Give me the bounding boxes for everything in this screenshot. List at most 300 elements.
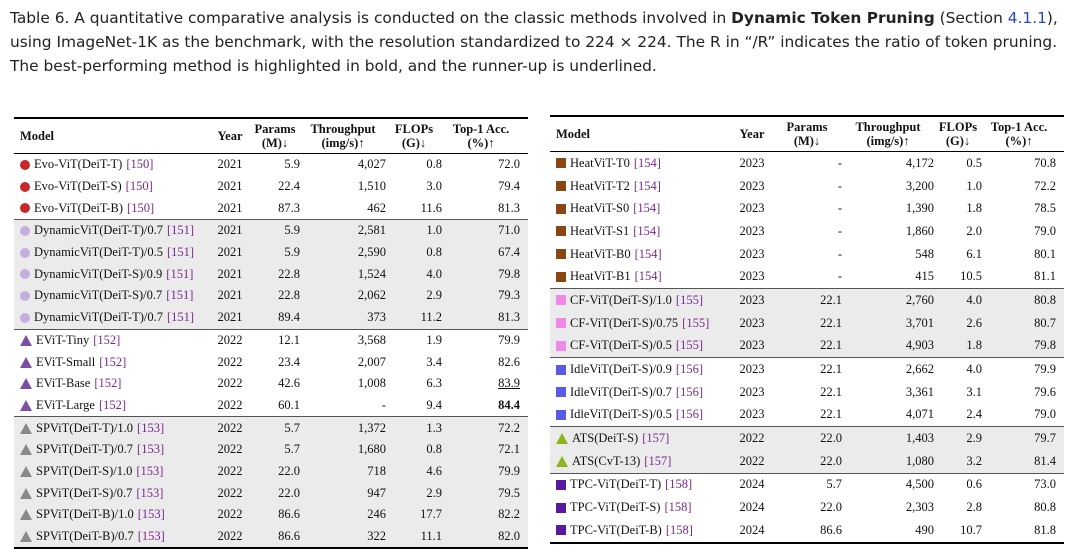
year-cell-value: 2023 bbox=[739, 246, 765, 261]
citation-link[interactable]: [151] bbox=[166, 245, 195, 260]
year-cell bbox=[210, 267, 250, 282]
top1-cell bbox=[982, 523, 1064, 538]
throughput-cell bbox=[842, 338, 934, 353]
table-row bbox=[550, 243, 1064, 266]
top1-cell bbox=[982, 477, 1064, 492]
throughput-cell-value: 1,860 bbox=[905, 223, 934, 238]
table-row bbox=[14, 417, 528, 439]
year-cell-value: 2022 bbox=[217, 420, 243, 435]
params-cell-value: 22.1 bbox=[820, 338, 842, 353]
model-cell bbox=[550, 385, 732, 400]
top1-cell bbox=[442, 355, 528, 370]
throughput-cell bbox=[842, 269, 934, 284]
throughput-cell bbox=[300, 421, 386, 436]
flops-cell bbox=[386, 267, 442, 282]
table-row bbox=[550, 312, 1064, 335]
table-body bbox=[14, 154, 528, 547]
citation-link[interactable]: [150] bbox=[126, 157, 154, 172]
citation-link[interactable]: [154] bbox=[633, 155, 661, 170]
header-throughput: Throughput (img/s)↑ bbox=[855, 120, 921, 148]
citation-link[interactable]: [151] bbox=[166, 223, 195, 238]
params-cell bbox=[772, 293, 842, 308]
table-row bbox=[550, 197, 1064, 220]
triangle-marker-icon bbox=[20, 509, 32, 520]
citation-link[interactable]: [153] bbox=[136, 463, 164, 478]
year-cell-value: 2021 bbox=[217, 266, 243, 281]
throughput-cell-value: 1,510 bbox=[357, 179, 386, 194]
section-link[interactable]: 4.1.1 bbox=[1007, 9, 1047, 27]
table-row bbox=[14, 351, 528, 373]
top1-cell bbox=[442, 201, 528, 216]
throughput-cell-value: 2,303 bbox=[905, 500, 934, 515]
model-cell bbox=[14, 179, 210, 194]
square-marker-icon bbox=[556, 503, 566, 513]
year-cell-value: 2022 bbox=[217, 463, 243, 478]
triangle-marker-icon bbox=[20, 531, 32, 542]
citation-link[interactable]: [153] bbox=[137, 507, 165, 522]
square-marker-icon bbox=[556, 525, 566, 535]
params-cell-value: 22.0 bbox=[820, 453, 842, 468]
flops-cell bbox=[386, 223, 442, 238]
top1-cell-value: 80.8 bbox=[1034, 500, 1056, 515]
table-row bbox=[550, 381, 1064, 404]
table-row bbox=[550, 289, 1064, 312]
table-row bbox=[14, 504, 528, 526]
top1-cell bbox=[442, 507, 528, 522]
citation-link[interactable]: [153] bbox=[136, 485, 164, 500]
params-cell-value: 22.1 bbox=[820, 384, 842, 399]
right-comparison-table bbox=[550, 115, 1064, 544]
table-row bbox=[14, 461, 528, 483]
table-row bbox=[14, 285, 528, 307]
citation-link[interactable]: [155] bbox=[682, 315, 710, 330]
model-cell bbox=[550, 156, 732, 171]
citation-link[interactable]: [156] bbox=[675, 384, 703, 399]
top1-cell-value: 80.7 bbox=[1034, 315, 1056, 330]
citation-link[interactable]: [150] bbox=[127, 200, 155, 215]
model-cell bbox=[14, 486, 210, 501]
params-cell bbox=[250, 486, 300, 501]
triangle-marker-icon bbox=[556, 456, 568, 467]
header-top1: Top-1 Acc. (%)↑ bbox=[452, 122, 510, 150]
caption-bold-term: Dynamic Token Pruning bbox=[731, 9, 935, 27]
throughput-cell-value: 462 bbox=[367, 200, 386, 215]
square-marker-icon bbox=[556, 387, 566, 397]
table-row bbox=[550, 335, 1064, 358]
year-cell-value: 2022 bbox=[217, 529, 243, 544]
model-name: SPViT(DeiT-T)/0.7 bbox=[36, 442, 134, 457]
year-cell bbox=[732, 156, 772, 171]
table-row bbox=[14, 307, 528, 329]
model-name: SPViT(DeiT-B)/1.0 bbox=[36, 507, 134, 522]
top1-cell-value: 82.6 bbox=[498, 354, 520, 369]
citation-link[interactable]: [153] bbox=[137, 420, 165, 435]
model-name: SPViT(DeiT-B)/0.7 bbox=[36, 529, 134, 544]
flops-cell-value: 0.5 bbox=[966, 155, 982, 170]
model-name: EViT-Base bbox=[36, 376, 91, 391]
throughput-cell-value: 4,500 bbox=[905, 477, 934, 492]
header-throughput: Throughput (img/s)↑ bbox=[310, 122, 376, 150]
throughput-cell-value: 1,372 bbox=[357, 420, 386, 435]
flops-cell-value: 1.9 bbox=[426, 332, 442, 347]
top1-cell-value: 79.9 bbox=[498, 332, 520, 347]
flops-cell-value: 3.1 bbox=[966, 384, 982, 399]
year-cell-value: 2022 bbox=[217, 507, 243, 522]
model-cell bbox=[550, 500, 732, 515]
year-cell bbox=[732, 201, 772, 216]
params-cell bbox=[250, 245, 300, 260]
top1-cell bbox=[982, 224, 1064, 239]
params-cell-value: 22.0 bbox=[278, 485, 300, 500]
year-cell bbox=[210, 507, 250, 522]
year-cell bbox=[732, 431, 772, 446]
flops-cell-value: 0.8 bbox=[426, 245, 442, 260]
model-name: TPC-ViT(DeiT-S) bbox=[570, 500, 661, 515]
triangle-marker-icon bbox=[20, 335, 32, 346]
model-cell bbox=[14, 267, 210, 282]
model-name: Evo-ViT(DeiT-B) bbox=[34, 200, 124, 215]
model-name: HeatViT-T0 bbox=[570, 155, 630, 170]
model-cell bbox=[550, 338, 732, 353]
year-cell-value: 2024 bbox=[739, 477, 765, 492]
throughput-cell-value: 2,590 bbox=[357, 245, 386, 260]
flops-cell-value: 11.6 bbox=[420, 200, 442, 215]
citation-link[interactable]: [154] bbox=[634, 246, 662, 261]
year-cell bbox=[210, 464, 250, 479]
model-name: IdleViT(DeiT-S)/0.5 bbox=[570, 407, 672, 422]
square-marker-icon bbox=[556, 158, 566, 168]
square-marker-icon bbox=[556, 272, 566, 282]
flops-cell-value: 17.7 bbox=[420, 507, 442, 522]
throughput-cell bbox=[300, 376, 386, 391]
citation-link[interactable]: [152] bbox=[93, 332, 121, 347]
year-cell-value: 2024 bbox=[739, 522, 765, 537]
citation-link[interactable]: [158] bbox=[664, 500, 692, 515]
top1-cell bbox=[442, 442, 528, 457]
method-group bbox=[14, 330, 528, 418]
year-cell bbox=[732, 338, 772, 353]
params-cell-value: 22.1 bbox=[820, 362, 842, 377]
top1-cell-value: 82.2 bbox=[498, 507, 520, 522]
citation-link[interactable]: [157] bbox=[642, 431, 670, 446]
model-cell bbox=[550, 247, 732, 262]
model-name: HeatViT-S1 bbox=[570, 223, 630, 238]
table-row bbox=[550, 450, 1064, 473]
year-cell-value: 2021 bbox=[217, 245, 243, 260]
flops-cell-value: 4.0 bbox=[426, 266, 442, 281]
flops-cell bbox=[934, 269, 982, 284]
params-cell-value: 86.6 bbox=[278, 507, 300, 522]
top1-cell bbox=[982, 269, 1064, 284]
model-name: EViT-Large bbox=[36, 397, 95, 412]
params-cell-value: - bbox=[837, 223, 842, 238]
flops-cell bbox=[386, 179, 442, 194]
caption-section-open: (Section bbox=[939, 9, 1008, 27]
params-cell bbox=[772, 316, 842, 331]
circle-marker-icon bbox=[20, 313, 30, 323]
model-name: DynamicViT(DeiT-T)/0.7 bbox=[34, 223, 163, 238]
year-cell-value: 2023 bbox=[739, 338, 765, 353]
citation-link[interactable]: [158] bbox=[665, 477, 693, 492]
model-name: HeatViT-B1 bbox=[570, 269, 631, 284]
throughput-cell-value: - bbox=[381, 397, 386, 412]
flops-cell bbox=[934, 201, 982, 216]
top1-cell-value: 79.4 bbox=[498, 179, 520, 194]
table-row bbox=[14, 176, 528, 198]
throughput-cell-value: 1,080 bbox=[905, 453, 934, 468]
throughput-cell-value: 2,007 bbox=[357, 354, 386, 369]
throughput-cell-value: 1,390 bbox=[905, 201, 934, 216]
citation-link[interactable]: [152] bbox=[98, 397, 127, 412]
triangle-marker-icon bbox=[20, 423, 32, 434]
top1-cell-value: 79.5 bbox=[498, 485, 520, 500]
flops-cell-value: 2.9 bbox=[426, 485, 442, 500]
model-cell bbox=[14, 223, 210, 238]
citation-link[interactable]: [152] bbox=[94, 376, 122, 391]
params-cell-value: 22.0 bbox=[820, 500, 842, 515]
params-cell bbox=[250, 376, 300, 391]
top1-cell-value: 82.0 bbox=[498, 529, 520, 544]
model-cell bbox=[550, 269, 732, 284]
citation-link[interactable]: [155] bbox=[675, 338, 703, 353]
flops-cell bbox=[386, 245, 442, 260]
circle-marker-icon bbox=[20, 226, 30, 236]
flops-cell-value: 1.0 bbox=[966, 178, 982, 193]
model-cell bbox=[14, 245, 210, 260]
method-group bbox=[550, 289, 1064, 358]
flops-cell-value: 2.0 bbox=[966, 223, 982, 238]
top1-cell bbox=[982, 201, 1064, 216]
top1-cell-value: 67.4 bbox=[498, 245, 520, 260]
flops-cell bbox=[934, 454, 982, 469]
model-name: HeatViT-T2 bbox=[570, 178, 630, 193]
flops-cell bbox=[934, 316, 982, 331]
flops-cell bbox=[386, 507, 442, 522]
flops-cell-value: 11.1 bbox=[420, 529, 442, 544]
model-name: CF-ViT(DeiT-S)/0.5 bbox=[570, 338, 672, 353]
params-cell-value: 5.7 bbox=[284, 442, 300, 457]
method-group bbox=[550, 474, 1064, 542]
top1-cell-value: 72.0 bbox=[498, 157, 520, 172]
left-comparison-table bbox=[14, 117, 528, 549]
params-cell-value: 42.6 bbox=[278, 376, 300, 391]
throughput-cell-value: 2,760 bbox=[905, 292, 934, 307]
year-cell-value: 2021 bbox=[217, 200, 243, 215]
flops-cell bbox=[386, 464, 442, 479]
model-cell bbox=[14, 333, 210, 348]
triangle-marker-icon bbox=[20, 357, 32, 368]
throughput-cell bbox=[300, 245, 386, 260]
citation-link[interactable]: [151] bbox=[166, 266, 194, 281]
flops-cell bbox=[386, 442, 442, 457]
top1-cell bbox=[442, 157, 528, 172]
flops-cell bbox=[934, 224, 982, 239]
table-header bbox=[550, 117, 1064, 152]
citation-link[interactable]: [156] bbox=[675, 407, 703, 422]
throughput-cell bbox=[842, 201, 934, 216]
citation-link[interactable]: [151] bbox=[166, 288, 194, 303]
params-cell-value: 22.1 bbox=[820, 315, 842, 330]
square-marker-icon bbox=[556, 318, 566, 328]
method-group bbox=[14, 154, 528, 220]
year-cell bbox=[732, 179, 772, 194]
table-row bbox=[14, 197, 528, 219]
params-cell-value: 87.3 bbox=[278, 200, 300, 215]
model-name: SPViT(DeiT-T)/1.0 bbox=[36, 420, 134, 435]
top1-cell bbox=[442, 310, 528, 325]
top1-cell-value: 71.0 bbox=[498, 223, 520, 238]
model-name: EViT-Tiny bbox=[36, 332, 90, 347]
throughput-cell-value: 4,172 bbox=[905, 155, 934, 170]
model-cell bbox=[550, 362, 732, 377]
flops-cell bbox=[934, 477, 982, 492]
throughput-cell-value: 947 bbox=[367, 485, 386, 500]
citation-link[interactable]: [158] bbox=[665, 522, 693, 537]
params-cell bbox=[772, 407, 842, 422]
flops-cell-value: 1.8 bbox=[966, 201, 982, 216]
top1-cell-value: 79.9 bbox=[1034, 362, 1056, 377]
flops-cell bbox=[386, 288, 442, 303]
model-name: CF-ViT(DeiT-S)/0.75 bbox=[570, 315, 679, 330]
top1-cell bbox=[442, 179, 528, 194]
top1-cell-value: 81.3 bbox=[498, 200, 520, 215]
citation-link[interactable]: [150] bbox=[125, 179, 153, 194]
top1-cell bbox=[442, 421, 528, 436]
citation-link[interactable]: [155] bbox=[675, 292, 703, 307]
model-cell bbox=[14, 355, 210, 370]
square-marker-icon bbox=[556, 295, 566, 305]
throughput-cell bbox=[300, 288, 386, 303]
model-name: SPViT(DeiT-S)/1.0 bbox=[36, 463, 133, 478]
table-row bbox=[14, 220, 528, 242]
year-cell bbox=[210, 157, 250, 172]
year-cell bbox=[732, 454, 772, 469]
throughput-cell-value: 718 bbox=[367, 463, 386, 478]
year-cell-value: 2022 bbox=[217, 397, 243, 412]
throughput-cell bbox=[842, 362, 934, 377]
citation-link[interactable]: [154] bbox=[633, 178, 661, 193]
params-cell bbox=[772, 201, 842, 216]
params-cell bbox=[772, 500, 842, 515]
flops-cell bbox=[934, 523, 982, 538]
params-cell-value: 5.7 bbox=[284, 420, 300, 435]
top1-cell bbox=[982, 454, 1064, 469]
params-cell bbox=[250, 529, 300, 544]
params-cell-value: 5.9 bbox=[284, 157, 300, 172]
citation-link[interactable]: [157] bbox=[644, 453, 672, 468]
top1-cell-value: 84.4 bbox=[498, 397, 520, 412]
year-cell-value: 2021 bbox=[217, 310, 243, 325]
method-group bbox=[14, 220, 528, 329]
top1-cell bbox=[442, 267, 528, 282]
top1-cell bbox=[982, 431, 1064, 446]
citation-link[interactable]: [154] bbox=[634, 269, 662, 284]
flops-cell-value: 0.8 bbox=[426, 157, 442, 172]
params-cell-value: 89.4 bbox=[278, 310, 300, 325]
model-name: DynamicViT(DeiT-S)/0.9 bbox=[34, 266, 163, 281]
params-cell-value: 12.1 bbox=[278, 332, 300, 347]
params-cell-value: 22.8 bbox=[278, 266, 300, 281]
model-cell bbox=[14, 421, 210, 436]
top1-cell-value: 81.3 bbox=[498, 310, 520, 325]
flops-cell bbox=[934, 431, 982, 446]
flops-cell bbox=[386, 421, 442, 436]
top1-cell-value: 80.1 bbox=[1034, 246, 1056, 261]
citation-link[interactable]: [153] bbox=[137, 442, 165, 457]
model-cell bbox=[550, 201, 732, 216]
citation-link[interactable]: [151] bbox=[166, 310, 195, 325]
year-cell-value: 2023 bbox=[739, 269, 765, 284]
table-row bbox=[550, 474, 1064, 497]
flops-cell-value: 0.8 bbox=[426, 442, 442, 457]
flops-cell bbox=[934, 179, 982, 194]
params-cell bbox=[250, 355, 300, 370]
circle-marker-icon bbox=[20, 203, 30, 213]
params-cell-value: 86.6 bbox=[278, 529, 300, 544]
throughput-cell-value: 3,200 bbox=[905, 178, 934, 193]
model-cell bbox=[14, 507, 210, 522]
model-cell bbox=[14, 310, 210, 325]
model-cell bbox=[550, 179, 732, 194]
year-cell bbox=[210, 376, 250, 391]
flops-cell bbox=[934, 293, 982, 308]
year-cell-value: 2022 bbox=[217, 485, 243, 500]
throughput-cell-value: 246 bbox=[367, 507, 386, 522]
year-cell-value: 2023 bbox=[739, 292, 765, 307]
caption-label: Table 6. bbox=[10, 9, 70, 27]
flops-cell-value: 2.9 bbox=[966, 431, 982, 446]
model-cell bbox=[14, 201, 210, 216]
throughput-cell-value: 548 bbox=[915, 246, 934, 261]
circle-marker-icon bbox=[20, 248, 30, 258]
square-marker-icon bbox=[556, 365, 566, 375]
throughput-cell-value: 373 bbox=[367, 310, 386, 325]
year-cell bbox=[210, 421, 250, 436]
flops-cell-value: 3.2 bbox=[966, 453, 982, 468]
params-cell bbox=[772, 362, 842, 377]
throughput-cell-value: 4,071 bbox=[905, 407, 934, 422]
citation-link[interactable]: [154] bbox=[633, 201, 661, 216]
year-cell-value: 2023 bbox=[739, 407, 765, 422]
year-cell bbox=[732, 407, 772, 422]
flops-cell-value: 2.8 bbox=[966, 500, 982, 515]
citation-link[interactable]: [152] bbox=[99, 354, 127, 369]
throughput-cell bbox=[300, 267, 386, 282]
citation-link[interactable]: [154] bbox=[633, 223, 661, 238]
table-caption bbox=[10, 6, 1078, 78]
flops-cell-value: 11.2 bbox=[420, 310, 442, 325]
top1-cell bbox=[982, 362, 1064, 377]
params-cell bbox=[772, 523, 842, 538]
flops-cell bbox=[386, 355, 442, 370]
model-name: HeatViT-S0 bbox=[570, 201, 630, 216]
year-cell bbox=[210, 486, 250, 501]
year-cell-value: 2023 bbox=[739, 201, 765, 216]
year-cell bbox=[210, 310, 250, 325]
triangle-marker-icon bbox=[20, 466, 32, 477]
top1-cell bbox=[982, 293, 1064, 308]
circle-marker-icon bbox=[20, 160, 30, 170]
params-cell-value: 22.4 bbox=[278, 179, 300, 194]
citation-link[interactable]: [156] bbox=[675, 362, 703, 377]
top1-cell-value: 80.8 bbox=[1034, 292, 1056, 307]
citation-link[interactable]: [153] bbox=[137, 529, 165, 544]
throughput-cell bbox=[842, 179, 934, 194]
flops-cell-value: 3.4 bbox=[426, 354, 442, 369]
params-cell bbox=[772, 431, 842, 446]
top1-cell bbox=[442, 223, 528, 238]
model-cell bbox=[550, 316, 732, 331]
